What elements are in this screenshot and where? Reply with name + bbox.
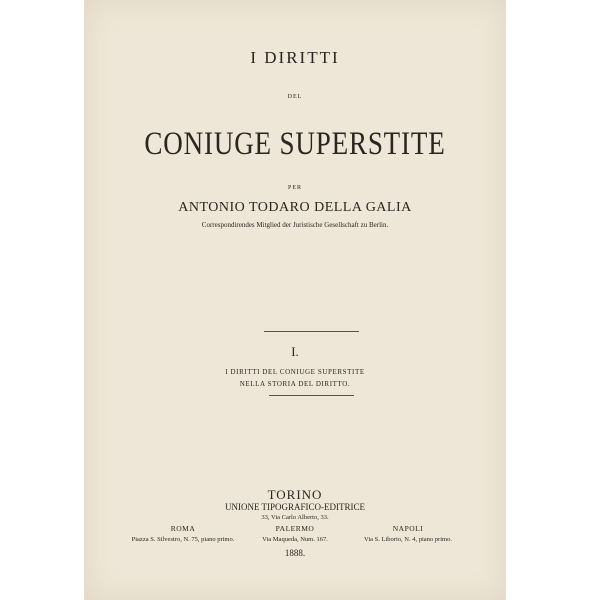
title-connector: DEL	[287, 94, 303, 100]
publisher-address: 33, Via Carlo Alberto, 33.	[261, 514, 329, 521]
main-title: I DIRITTI	[250, 48, 340, 67]
branch-name: ROMA	[170, 524, 196, 533]
publication-year: 1888.	[284, 548, 306, 558]
title-page	[84, 0, 506, 600]
volume-bottom-rule	[269, 395, 354, 396]
author-name: ANTONIO TODARO DELLA GALIA	[178, 200, 412, 215]
branch-address: Via S. Liborio, N. 4, piano primo.	[364, 536, 452, 543]
author-affiliation: Correspondirendes Mitglied der Juristische Gesellschaft zu Berlin.	[201, 221, 389, 229]
branch-name: NAPOLI	[392, 524, 424, 533]
volume-title-line1: I DIRITTI DEL CONIUGE SUPERSTITE	[225, 368, 365, 376]
volume-title-line2: NELLA STORIA DEL DIRITTO.	[239, 380, 351, 388]
imprint-city: TORINO	[267, 487, 323, 502]
branch-address: Piazza S. Silvestro, N. 75, piano primo.	[131, 536, 235, 543]
book-subject: CONIUGE SUPERSTITE	[144, 126, 446, 162]
author-preposition: PER	[287, 185, 302, 191]
branch-napoli	[338, 524, 478, 543]
branch-name: PALERMO	[275, 524, 315, 533]
publisher-name: UNIONE TIPOGRAFICO-EDITRICE	[224, 502, 366, 512]
branch-address: Via Maqueda, Num. 167.	[262, 536, 328, 543]
volume-number: I.	[291, 344, 299, 359]
volume-top-rule	[264, 331, 359, 332]
